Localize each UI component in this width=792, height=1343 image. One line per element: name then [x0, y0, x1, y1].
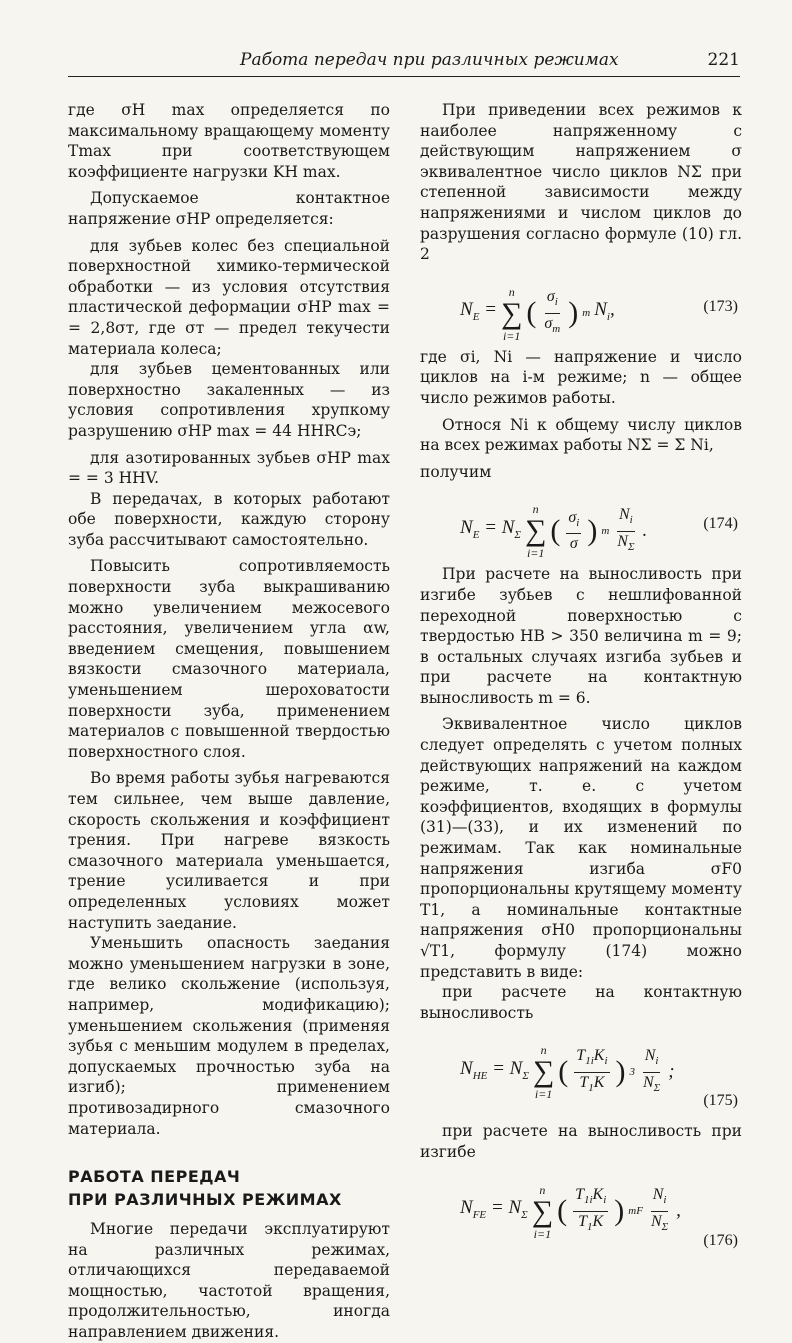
- formula-175: [420, 1029, 742, 1115]
- section-title-line-1: РАБОТА ПЕРЕДАЧ: [68, 1167, 241, 1187]
- equation-number: (174): [703, 515, 738, 533]
- formula-176: [420, 1169, 742, 1255]
- formula-body: $N_E = N_\Sigma$ n ∑ i=1 ( $\frac{\sigma_i}{\sigma}$ ) m $\frac{N_i}{N_\Sigma}$ .: [460, 502, 648, 561]
- paragraph: Повысить сопротивляемость поверхности зуба выкрашиванию можно увеличением межосевого расстояния, увеличением угла αw, введением смещения, повышением вязкости смазочного материала, уменьшением шероховатости поверхности зуба, применением материалов с повышенной твердостью поверхностного слоя.: [68, 557, 390, 761]
- section-title-line-2: ПРИ РАЗЛИЧНЫХ РЕЖИМАХ: [68, 1190, 342, 1210]
- equation-number: (173): [703, 297, 738, 315]
- paragraph: при расчете на контактную выносливость: [420, 983, 742, 1022]
- formula-174: [420, 488, 742, 561]
- left-column: [68, 100, 390, 1343]
- formula-body: $N_{FE} = N_\Sigma$ n ∑ i=1 ( $\frac{T_{1i}K_i}{T_1K}$ ) mF $\frac{N_i}{N_\Sigma}$ ,: [460, 1182, 681, 1241]
- paragraph: Эквивалентное число циклов следует определять с учетом полных действующих напряжений на каждом режиме, т. е. с учетом коэффициентов, входящих в формулы (31)—(33), и их изменений по режимам. Так как номинальные напряжения изгиба σF0 пропорциональны крутящему моменту T1, а номинальные контактные напряжения σH0 пропорциональны √T1, формулу (174) можно представить в виде:: [420, 715, 742, 981]
- paragraph: где σi, Ni — напряжение и число циклов на i-м режиме; n — общее число режимов работы.: [420, 347, 742, 407]
- formula-body: $N_{HE} = N_\Sigma$ n ∑ i=1 ( $\frac{T_{1i}K_i}{T_1K}$ ) 3 $\frac{N_i}{N_\Sigma}$ ;: [460, 1043, 675, 1102]
- formula-173: [420, 271, 742, 341]
- paragraph: получим: [420, 462, 492, 481]
- paragraph: В передачах, в которых работают обе поверхности, каждую сторону зуба рассчитывают самостоятельно.: [68, 489, 390, 549]
- right-column: [420, 100, 742, 1261]
- formula-body: $N_E$ = n ∑ i=1 ( $\frac{\sigma_i}{\sigma_m}$ ) m $N_i$,: [460, 284, 615, 343]
- paragraph: для зубьев колес без специальной поверхностной химико-термической обработки — из условия отсутствия пластической деформации σHP max = = 2,8σт, где σт — предел текучести материала колеса;: [68, 236, 390, 358]
- header-rule: [68, 76, 740, 77]
- equation-number: (175): [703, 1092, 738, 1110]
- paragraph: Уменьшить опасность заедания можно уменьшением нагрузки в зоне, где велико скольжение (используя, например, модификацию); уменьшением скольжения (применяя зубья с меньшим модулем в пределах, допускаемых прочностью зуба на изгиб); применением противозадирного смазочного материала.: [68, 934, 390, 1138]
- paragraph: Многие передачи эксплуатируют на различных режимах, отличающихся передаваемой мощностью, частотой вращения, продолжительностью, иногда направлением движения.: [68, 1220, 390, 1342]
- paragraph: для зубьев цементованных или поверхностно закаленных — из условия сопротивления хрупкому разрушению σHP max = 44 HHRCэ;: [68, 360, 390, 440]
- paragraph: Во время работы зубья нагреваются тем сильнее, чем выше давление, скорость скольжения и коэффициент трения. При нагреве вязкость смазочного материала уменьшается, трение усиливается и при определенных условиях может наступить заедание.: [68, 769, 390, 932]
- paragraph: при расчете на выносливость при изгибе: [420, 1122, 742, 1161]
- equation-number: (176): [703, 1231, 738, 1249]
- running-title: Работа передач при различных режимах: [240, 50, 619, 70]
- paragraph: где σH max определяется по максимальному вращающему моменту Tmax при соответствующем коэффициенте нагрузки KH max.: [68, 101, 390, 181]
- paragraph: Допускаемое контактное напряжение σHP определяется:: [68, 189, 390, 228]
- paragraph: При расчете на выносливость при изгибе зубьев с нешлифованной переходной поверхностью с твердостью HB > 350 величина m = 9; в остальных случаях изгиба зубьев и при расчете на контактную выносливость m = 6.: [420, 565, 742, 707]
- paragraph: Относя Ni к общему числу циклов на всех режимах работы NΣ = Σ Ni,: [420, 415, 742, 455]
- page-number: 221: [707, 50, 740, 70]
- page-header: [68, 50, 740, 80]
- paragraph: При приведении всех режимов к наиболее напряженному с действующим напряжением σ эквивалентное число циклов NΣ при степенной зависимости между напряжениями и числом циклов до разрушения согласно формуле (10) гл. 2: [420, 101, 742, 264]
- paragraph: для азотированных зубьев σHP max = = 3 HHV.: [68, 448, 390, 488]
- section-title: [68, 1165, 390, 1211]
